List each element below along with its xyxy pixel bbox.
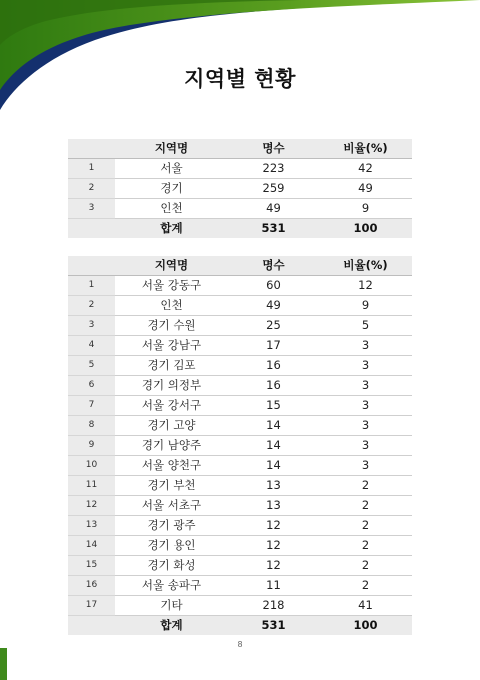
region-cell: 기타 <box>115 596 228 616</box>
table-row <box>68 336 412 356</box>
total-ratio: 100 <box>319 219 412 239</box>
region-cell: 경기 고양 <box>115 416 228 436</box>
row-number: 10 <box>68 456 115 476</box>
row-number: 4 <box>68 336 115 356</box>
ratio-cell: 3 <box>319 456 412 476</box>
region-cell: 서울 강서구 <box>115 396 228 416</box>
region-cell: 인천 <box>115 296 228 316</box>
ratio-cell: 2 <box>319 476 412 496</box>
count-cell: 49 <box>228 296 319 316</box>
table-header-row <box>68 256 412 276</box>
row-number: 3 <box>68 199 115 219</box>
row-number: 11 <box>68 476 115 496</box>
ratio-cell: 49 <box>319 179 412 199</box>
row-number: 1 <box>68 276 115 296</box>
row-number: 15 <box>68 556 115 576</box>
table-row <box>68 179 412 199</box>
page-title: 지역별 현황 <box>184 67 296 91</box>
ratio-cell: 3 <box>319 336 412 356</box>
count-cell: 12 <box>228 536 319 556</box>
header-swoosh-decoration <box>0 0 480 110</box>
table-row <box>68 576 412 596</box>
count-cell: 259 <box>228 179 319 199</box>
total-ratio: 100 <box>319 616 412 636</box>
row-number: 16 <box>68 576 115 596</box>
ratio-cell: 9 <box>319 296 412 316</box>
ratio-cell: 2 <box>319 576 412 596</box>
ratio-cell: 3 <box>319 356 412 376</box>
page-number: 8 <box>237 640 243 649</box>
table-row <box>68 376 412 396</box>
region-cell: 경기 광주 <box>115 516 228 536</box>
row-number: 13 <box>68 516 115 536</box>
table-row <box>68 496 412 516</box>
count-cell: 14 <box>228 456 319 476</box>
ratio-cell: 3 <box>319 376 412 396</box>
count-cell: 16 <box>228 356 319 376</box>
total-index-cell <box>68 219 115 239</box>
header-index-cell <box>68 139 115 159</box>
count-cell: 11 <box>228 576 319 596</box>
count-cell: 49 <box>228 199 319 219</box>
ratio-cell: 12 <box>319 276 412 296</box>
region-cell: 경기 수원 <box>115 316 228 336</box>
row-number: 9 <box>68 436 115 456</box>
count-cell: 12 <box>228 556 319 576</box>
table-row <box>68 516 412 536</box>
region-cell: 경기 남양주 <box>115 436 228 456</box>
total-index-cell <box>68 616 115 636</box>
header-index-cell <box>68 256 115 276</box>
count-cell: 14 <box>228 436 319 456</box>
table-row <box>68 456 412 476</box>
region-cell: 인천 <box>115 199 228 219</box>
region-cell: 서울 <box>115 159 228 179</box>
region-cell: 서울 강남구 <box>115 336 228 356</box>
table-row <box>68 199 412 219</box>
region-cell: 경기 부천 <box>115 476 228 496</box>
region-cell: 경기 화성 <box>115 556 228 576</box>
table-row <box>68 316 412 336</box>
row-number: 17 <box>68 596 115 616</box>
table-header-row <box>68 139 412 159</box>
total-row <box>68 616 412 636</box>
row-number: 8 <box>68 416 115 436</box>
count-cell: 17 <box>228 336 319 356</box>
header-count: 명수 <box>228 256 319 276</box>
row-number: 2 <box>68 296 115 316</box>
total-row <box>68 219 412 239</box>
ratio-cell: 5 <box>319 316 412 336</box>
row-number: 6 <box>68 376 115 396</box>
region-cell: 서울 송파구 <box>115 576 228 596</box>
ratio-cell: 41 <box>319 596 412 616</box>
count-cell: 25 <box>228 316 319 336</box>
table-row <box>68 476 412 496</box>
ratio-cell: 42 <box>319 159 412 179</box>
row-number: 5 <box>68 356 115 376</box>
table-row <box>68 436 412 456</box>
total-label: 합계 <box>115 616 228 636</box>
ratio-cell: 2 <box>319 516 412 536</box>
total-count: 531 <box>228 219 319 239</box>
region-cell: 경기 의정부 <box>115 376 228 396</box>
row-number: 7 <box>68 396 115 416</box>
header-ratio: 비율(%) <box>319 139 412 159</box>
count-cell: 16 <box>228 376 319 396</box>
header-region: 지역명 <box>115 139 228 159</box>
ratio-cell: 2 <box>319 556 412 576</box>
row-number: 3 <box>68 316 115 336</box>
ratio-cell: 2 <box>319 496 412 516</box>
total-count: 531 <box>228 616 319 636</box>
region-cell: 서울 강동구 <box>115 276 228 296</box>
table-row <box>68 276 412 296</box>
table-row <box>68 596 412 616</box>
row-number: 2 <box>68 179 115 199</box>
row-number: 1 <box>68 159 115 179</box>
district-table <box>68 256 412 635</box>
count-cell: 15 <box>228 396 319 416</box>
row-number: 14 <box>68 536 115 556</box>
table-row <box>68 536 412 556</box>
region-cell: 경기 용인 <box>115 536 228 556</box>
region-cell: 경기 <box>115 179 228 199</box>
count-cell: 13 <box>228 476 319 496</box>
count-cell: 218 <box>228 596 319 616</box>
count-cell: 223 <box>228 159 319 179</box>
header-region: 지역명 <box>115 256 228 276</box>
region-cell: 서울 서초구 <box>115 496 228 516</box>
header-count: 명수 <box>228 139 319 159</box>
region-cell: 서울 양천구 <box>115 456 228 476</box>
summary-table <box>68 139 412 238</box>
row-number: 12 <box>68 496 115 516</box>
footer-side-bar-decoration <box>0 648 7 680</box>
table-row <box>68 356 412 376</box>
table-row <box>68 556 412 576</box>
total-label: 합계 <box>115 219 228 239</box>
table-row <box>68 296 412 316</box>
count-cell: 12 <box>228 516 319 536</box>
ratio-cell: 3 <box>319 436 412 456</box>
ratio-cell: 9 <box>319 199 412 219</box>
ratio-cell: 3 <box>319 396 412 416</box>
header-ratio: 비율(%) <box>319 256 412 276</box>
table-row <box>68 159 412 179</box>
count-cell: 60 <box>228 276 319 296</box>
count-cell: 14 <box>228 416 319 436</box>
ratio-cell: 2 <box>319 536 412 556</box>
table-row <box>68 396 412 416</box>
region-cell: 경기 김포 <box>115 356 228 376</box>
table-row <box>68 416 412 436</box>
ratio-cell: 3 <box>319 416 412 436</box>
count-cell: 13 <box>228 496 319 516</box>
